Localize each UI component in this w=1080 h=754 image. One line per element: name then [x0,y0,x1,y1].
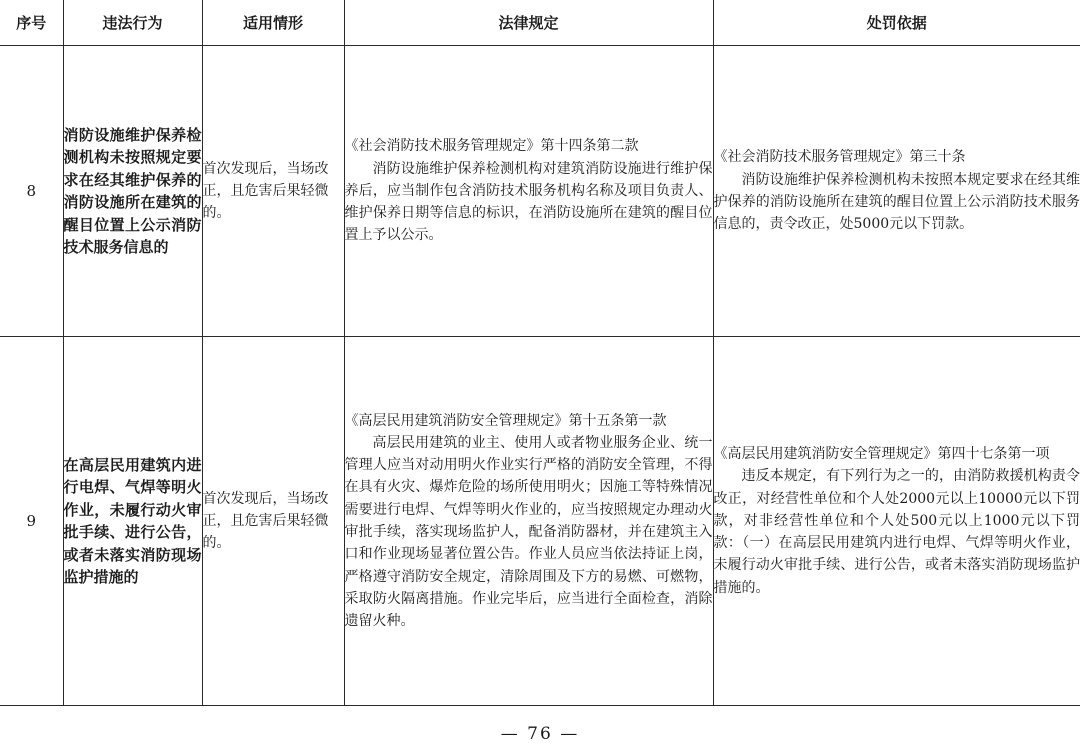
penalty-source: 《社会消防技术服务管理规定》第三十条 [713,149,966,166]
law-source: 《社会消防技术服务管理规定》第十四条第二款 [344,138,639,155]
table-row [0,337,1080,706]
penalty-basis [713,46,1080,337]
penalty-body: 消防设施维护保养检测机构未按照本规定要求在经其维护保养的消防设施所在建筑的醒目位置上公示消防技术服务信息的，责令改正，处5000元以下罚款。 [713,171,1080,233]
applicable-situation: 首次发现后，当场改正，且危害后果轻微的。 [202,46,344,337]
page-number: — 76 — [500,724,580,744]
header-no: 序号 [0,0,63,46]
law-body: 高层民用建筑的业主、使用人或者物业服务企业、统一管理人应当对动用明火作业实行严格的消防安全管理，不得在具有火灾、爆炸危险的场所使用明火；因施工等特殊情况需要进行电焊、气焊等明火作业的，应当按照规定办理动火审批手续，落实现场监护人，配备消防器材，并在建筑主入口和作业现场显著位置公告。作业人员应当依法持证上岗，严格遵守消防安全规定，清除周围及下方的易燃、可燃物，采取防火隔离措施。作业完毕后，应当进行全面检查，消除遗留火种。 [344,434,713,630]
law-source: 《高层民用建筑消防安全管理规定》第十五条第一款 [344,412,667,429]
law-body: 消防设施维护保养检测机构对建筑消防设施进行维护保养后，应当制作包含消防技术服务机构名称及项目负责人、维护保养日期等信息的标识，在消防设施所在建筑的醒目位置上予以公示。 [344,160,713,244]
violation-act: 在高层民用建筑内进行电焊、气焊等明火作业，未履行动火审批手续、进行公告，或者未落实消防现场监护措施的 [63,337,202,706]
header-law: 法律规定 [344,0,713,46]
row-number: 8 [0,46,63,337]
penalty-basis [713,337,1080,706]
violation-act: 消防设施维护保养检测机构未按照规定要求在经其维护保养的消防设施所在建筑的醒目位置上公示消防技术服务信息的 [63,46,202,337]
row-number: 9 [0,337,63,706]
table-header-row [0,0,1080,46]
legal-provision [344,46,713,337]
header-act: 违法行为 [63,0,202,46]
header-situation: 适用情形 [202,0,344,46]
applicable-situation: 首次发现后，当场改正，且危害后果轻微的。 [202,337,344,706]
penalty-body: 违反本规定，有下列行为之一的，由消防救援机构责令改正，对经营性单位和个人处2000元以上10000元以下罚款，对非经营性单位和个人处500元以上1000元以下罚款：（一）在高层民用建筑内进行电焊、气焊等明火作业，未履行动火审批手续、进行公告，或者未落实消防现场监护措施的。 [713,468,1080,596]
table-row [0,46,1080,337]
legal-provision [344,337,713,706]
penalty-source: 《高层民用建筑消防安全管理规定》第四十七条第一项 [713,445,1050,462]
header-penalty: 处罚依据 [713,0,1080,46]
